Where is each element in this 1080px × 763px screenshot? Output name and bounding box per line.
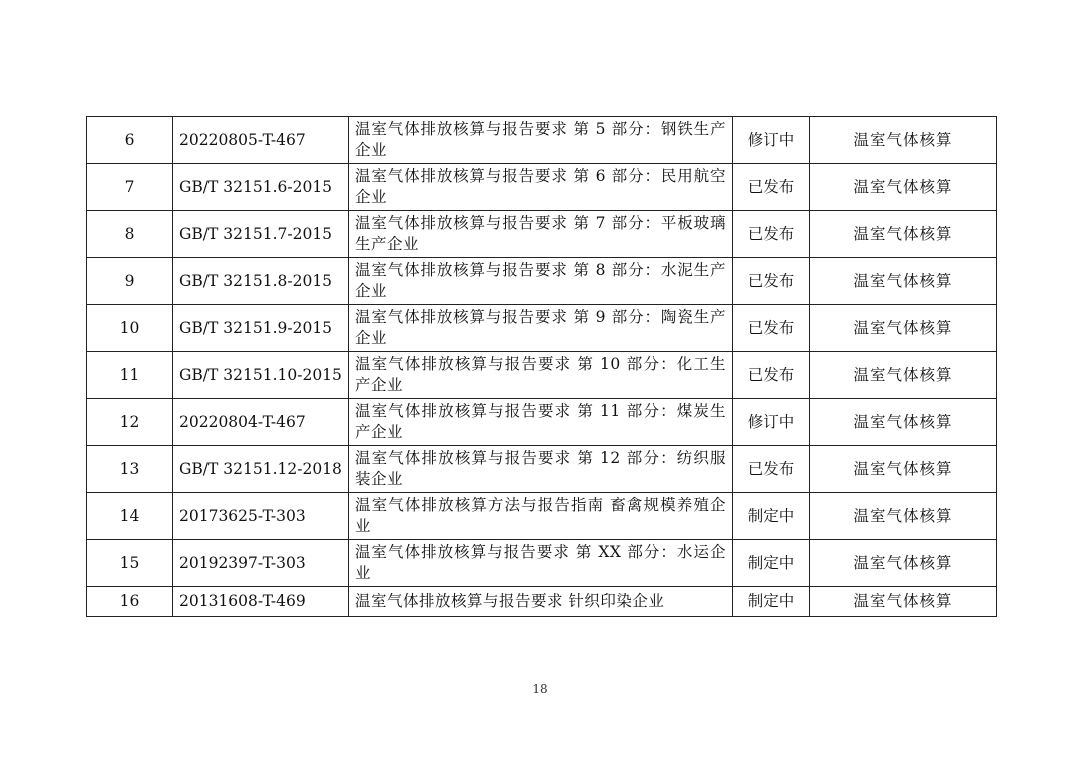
table-row	[87, 493, 997, 540]
standard-status: 已发布	[733, 446, 810, 493]
standard-code: GB/T 32151.9-2015	[173, 305, 349, 352]
standard-category: 温室气体核算	[810, 587, 997, 617]
standard-code: 20192397-T-303	[173, 540, 349, 587]
row-number: 10	[87, 305, 173, 352]
standard-code: GB/T 32151.8-2015	[173, 258, 349, 305]
row-number: 12	[87, 399, 173, 446]
standard-name: 温室气体排放核算与报告要求 第 7 部分：平板玻璃生产企业	[349, 211, 733, 258]
standard-name: 温室气体排放核算与报告要求 针织印染企业	[349, 587, 733, 617]
standard-name: 温室气体排放核算与报告要求 第 5 部分：钢铁生产企业	[349, 117, 733, 164]
standard-status: 已发布	[733, 164, 810, 211]
table-row	[87, 352, 997, 399]
row-number: 8	[87, 211, 173, 258]
row-number: 16	[87, 587, 173, 617]
page-number: 18	[532, 682, 548, 696]
standard-category: 温室气体核算	[810, 399, 997, 446]
table-row	[87, 117, 997, 164]
standard-category: 温室气体核算	[810, 164, 997, 211]
table-row	[87, 446, 997, 493]
table-row	[87, 540, 997, 587]
standard-name: 温室气体排放核算与报告要求 第 12 部分：纺织服装企业	[349, 446, 733, 493]
row-number: 13	[87, 446, 173, 493]
table-row	[87, 587, 997, 617]
standard-name: 温室气体排放核算与报告要求 第 10 部分：化工生产企业	[349, 352, 733, 399]
standard-status: 修订中	[733, 117, 810, 164]
standard-name: 温室气体排放核算方法与报告指南 畜禽规模养殖企业	[349, 493, 733, 540]
standard-status: 修订中	[733, 399, 810, 446]
standard-code: GB/T 32151.12-2018	[173, 446, 349, 493]
standard-status: 制定中	[733, 587, 810, 617]
standard-name: 温室气体排放核算与报告要求 第 6 部分：民用航空企业	[349, 164, 733, 211]
standards-table	[86, 116, 997, 617]
standard-name: 温室气体排放核算与报告要求 第 9 部分：陶瓷生产企业	[349, 305, 733, 352]
standard-name: 温室气体排放核算与报告要求 第 XX 部分：水运企业	[349, 540, 733, 587]
row-number: 7	[87, 164, 173, 211]
standard-category: 温室气体核算	[810, 258, 997, 305]
standard-category: 温室气体核算	[810, 211, 997, 258]
row-number: 11	[87, 352, 173, 399]
standard-code: 20131608-T-469	[173, 587, 349, 617]
standard-category: 温室气体核算	[810, 493, 997, 540]
table-row	[87, 164, 997, 211]
standard-status: 已发布	[733, 305, 810, 352]
standard-status: 已发布	[733, 258, 810, 305]
standard-category: 温室气体核算	[810, 446, 997, 493]
standard-category: 温室气体核算	[810, 117, 997, 164]
standard-status: 已发布	[733, 211, 810, 258]
table-row	[87, 305, 997, 352]
standard-category: 温室气体核算	[810, 352, 997, 399]
standard-status: 制定中	[733, 493, 810, 540]
table-row	[87, 399, 997, 446]
standard-status: 已发布	[733, 352, 810, 399]
standard-category: 温室气体核算	[810, 305, 997, 352]
standard-code: 20173625-T-303	[173, 493, 349, 540]
row-number: 9	[87, 258, 173, 305]
standard-code: GB/T 32151.10-2015	[173, 352, 349, 399]
standard-code: GB/T 32151.6-2015	[173, 164, 349, 211]
standard-code: 20220804-T-467	[173, 399, 349, 446]
table-row	[87, 211, 997, 258]
standard-code: 20220805-T-467	[173, 117, 349, 164]
standard-name: 温室气体排放核算与报告要求 第 11 部分：煤炭生产企业	[349, 399, 733, 446]
standard-code: GB/T 32151.7-2015	[173, 211, 349, 258]
row-number: 15	[87, 540, 173, 587]
table-row	[87, 258, 997, 305]
standard-name: 温室气体排放核算与报告要求 第 8 部分：水泥生产企业	[349, 258, 733, 305]
standard-category: 温室气体核算	[810, 540, 997, 587]
row-number: 14	[87, 493, 173, 540]
standard-status: 制定中	[733, 540, 810, 587]
row-number: 6	[87, 117, 173, 164]
